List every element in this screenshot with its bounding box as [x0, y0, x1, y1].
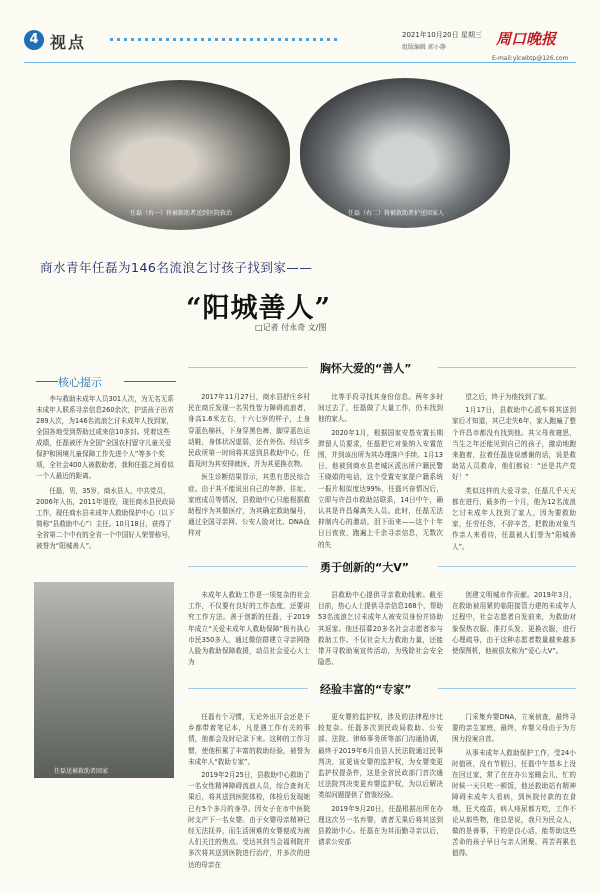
body-paragraph: 创建文明城市作贡献。2019年3月，在救助被用紧的临阳接管力建的未成年人过程中，社会志愿者自发前来，为救助对象保热衣服、准打头发、更换衣服，进行心理疏导，由于这种志愿者数量越来越多使保图机，他被很友称为“爱心大V”。 — [452, 591, 576, 656]
body-column — [188, 712, 310, 877]
header-rule — [24, 62, 576, 63]
subhead-section-1: 胸怀大爱的“善人” — [320, 362, 412, 375]
sidebar-rule-right — [124, 381, 176, 382]
photo-hospital — [70, 80, 290, 230]
byline: □记者 付永奇 文/图 — [255, 323, 327, 332]
body-paragraph: 任磊有个习惯，无论外出开会还是下乡都带着笔记本，凡是遇工作有关的事情，他都会及时记录下来。这种的工作习惯，使他积累了丰富的救助经验，被誉为未成年人“救助专家”。 — [188, 713, 310, 766]
body-paragraph: 2019年2月25日，县救助中心救助了一名女性精神障碍流浪人员，综合查询无果后，将其送到医院体检，体检后发现她已有5个多月的身孕。因女子在市中医院时支产下一名女婴。由于女婴母亲精神已经无法抚养，而生活困难的女婴便成为被人们关注的焦点。受达其到当会福利院并多次将其送到医院进行治疗，并多次的进达的母亲在 — [188, 771, 310, 869]
photo-caption: 任磊（右一）将被救助者送到医院救治 — [130, 210, 233, 217]
body-column — [188, 590, 310, 666]
body-paragraph: 2020年1月，根据国家安基安置长期滞留人员要求，任磊把它对象纳入安置范围，并到该出所为其办理落户手续。1月13日，他被到商水县老城区派出所户籍民警王晓娟的电话，这个受置安家提户籍系统一报片相似度达99%，任磊兴奋情况后，立即与许昌市救助站联系，14日中午，确认其是许昌爆离失人员。此时，任磊无法抑制内心的激动，泪下而来——这个十年日日夜夜，跑遍上千余寻亲信息，无数次的失 — [318, 428, 443, 549]
body-paragraph: 未成年人救助工作是一项复杂的社会工作，不仅要有良好的工作态度，还要讲究工作方法。善于创新的任磊，于2019年成立“关爱未成年人救助保障”极有执心市民350多人，通过微信群建立寻亲网络人脸为救助保障救援，动员社会爱心人士为 — [188, 591, 310, 667]
body-paragraph: 县救助中心提供寻亲救助线索。截至目前，热心人士提供寻亲信息168个，帮助53名流浪乞讨未成年人被安员身份并协助其返家。他还招募20多名社会志愿者参与救助工作。不仅社会大力救助力量，还能带开寻救助案宣传活动，为残除社会安全隐患、 — [318, 591, 443, 667]
body-paragraph: 更女婴的监护权，涉及的法律程序比较复杂。任磊多次到民政局救助、公安部、法院、律师事务所等部门沟通协调，最终于2019年6月由县人民法院通过民事判决，宣更该女婴的监护权，为女婴变更监护权提条件，这是全省民政部门首次通过法院判决变更弃婴监护权，为以后解决类似问题提供了借鉴经验。 — [318, 713, 443, 800]
body-paragraph: 2019年9月20日，任磊根据出所在办理这次另一名弃婴，请者无果后将其送到县救助中心。任磊在为其而勤寻亲以后，请求公安部 — [318, 804, 443, 847]
photo-send-home — [34, 582, 174, 778]
body-column — [452, 392, 576, 551]
subhead-rule-left — [188, 566, 308, 567]
subhead-section-3: 经验丰富的“专家” — [320, 683, 412, 696]
body-paragraph: 门采集弃婴DNA，立案侦查，最终寻要的亲生家庭，最终，弃婴父母由于为方困力投案自首。 — [452, 713, 576, 744]
body-column — [188, 392, 310, 544]
body-paragraph: 类似这样的大爱寻亲，任磊几乎天天都在进行，最多的一个月，他为12名流浪乞讨未成年人找到了家人，因为要救助家，任劳任怨，不辞辛苦，把救助对象当作亲人来看待，任磊被人们誉为“阳城善人”。 — [452, 486, 576, 551]
body-paragraph: 医生诊断结果显示，其患有患民综合症。由于其不能说出自己的年龄、住址、家庭成员等情况，县救助中心只能根据救助程序为其做医疗，为其确定救助编号，通过全国寻亲网、公安人脸对比、DNA血样对 — [188, 473, 310, 538]
body-paragraph: 2017年11月27日，商水县舒庄乡村民在商丘发现一名男性智力障碍流浪者，身高1.6米左右，十六七岁的样子，上身穿蓝色棉袄，下身穿黑色裤，脚穿蓝色运动鞋，身体状况虚弱，还有外伤。经店乡民政所第一时间将其送到县救助中心，任磊及时为其安排就医，并为其更换衣物。 — [188, 393, 310, 469]
subhead-rule-right — [438, 688, 576, 689]
body-paragraph: 比等手段寻找其身份信息。两年多时间过去了，任磊做了大量工作，仍未找到他的家人。 — [318, 393, 443, 424]
editor-credit: 组版编辑 郭小静 — [402, 44, 446, 51]
body-column — [318, 590, 443, 666]
body-column — [318, 392, 443, 549]
body-paragraph: 1月17日，县救助中心派车将其送到家后才知道，其已走失6年，家人跑遍了整个许昌市都没有找到他。其父母夜寝思，当生之年还能见到自己的孩子，激动地跑来抱着，拉着任磊连说感谢的话，说是救助站人员救命，他们都说：“还是共产党好！” — [452, 406, 576, 482]
subhead-rule-right — [438, 566, 576, 567]
body-column — [452, 712, 576, 877]
subhead-section-2: 勇于创新的“大V” — [320, 561, 409, 574]
headline-kicker: 商水青年任磊为146名流浪乞讨孩子找到家—— — [40, 260, 313, 275]
photo-family-reunion — [300, 78, 510, 228]
section-title: 视点 — [50, 33, 87, 52]
sidebar-rule-left — [36, 381, 58, 382]
sidebar-heading: 核心提示 — [58, 376, 102, 389]
subhead-rule-left — [188, 367, 308, 368]
header-dotted-rule — [110, 38, 340, 41]
body-paragraph: 望之后，终于为他找到了家。 — [465, 393, 551, 401]
photo-caption: 任磊送被救助者回家 — [54, 768, 109, 775]
contact-email: E-mail:ylcwbtp@126.com — [492, 55, 569, 62]
newspaper-logo: 周口晚报 — [496, 30, 557, 48]
body-paragraph: 从事未成年人救助保护工作，受24小时值班，没有节假日，任磊中午基本上没在回过家，常了在在办公室睡会儿，忙的时候一天只吃一顿饭，他还救助站有精神障碍未成年人看病，到医院付款的衣食地，狂犬疫苗，病人痔尿都方吃，工作不论从那些物，他总是说，我只为民众人，做的是善事，干的是良心活，能帮助这些苦命的孩子早日与亲人团聚，再苦再累也值得。 — [452, 748, 576, 858]
subhead-rule-right — [438, 367, 576, 368]
body-column — [318, 712, 443, 877]
issue-date: 2021年10月20日 星期三 — [402, 31, 482, 39]
page-number-badge: 4 — [24, 30, 44, 50]
headline-title: “阳城善人” — [186, 293, 332, 324]
sidebar-text — [36, 394, 176, 556]
sidebar-paragraph: 李与救助未成年人员301人次，为无名无系未成年人联系寻亲信息260余次，护送孩子出省289人次，为146名流浪乞讨未成年人找到家，全国各地受到帮助过或来信10多封。凭着这些成绩，任磊被评为全国“全国农村留守儿童关爱保护和困境儿童保障工作先进个人”等多个奖项，全社会400人被救助者，我和任磊之间看似一个人最近的距离。 — [36, 395, 174, 480]
photo-caption: 任磊（右二）将被救助者护送回家人 — [348, 210, 445, 217]
subhead-rule-left — [188, 688, 308, 689]
sidebar-paragraph: 任磊，男，35岁，商水县人，中共党员，2006年入伍，2011年退役，现任商水县民政局工作，现任商水县未成年人救助保护中心（以下简称“县救助中心”）主任。10月18日，获得了全省第二个中有的全省一个中国好人荣誉称号，被誉为“阳城善人”。 — [36, 487, 176, 550]
body-column — [452, 590, 576, 666]
